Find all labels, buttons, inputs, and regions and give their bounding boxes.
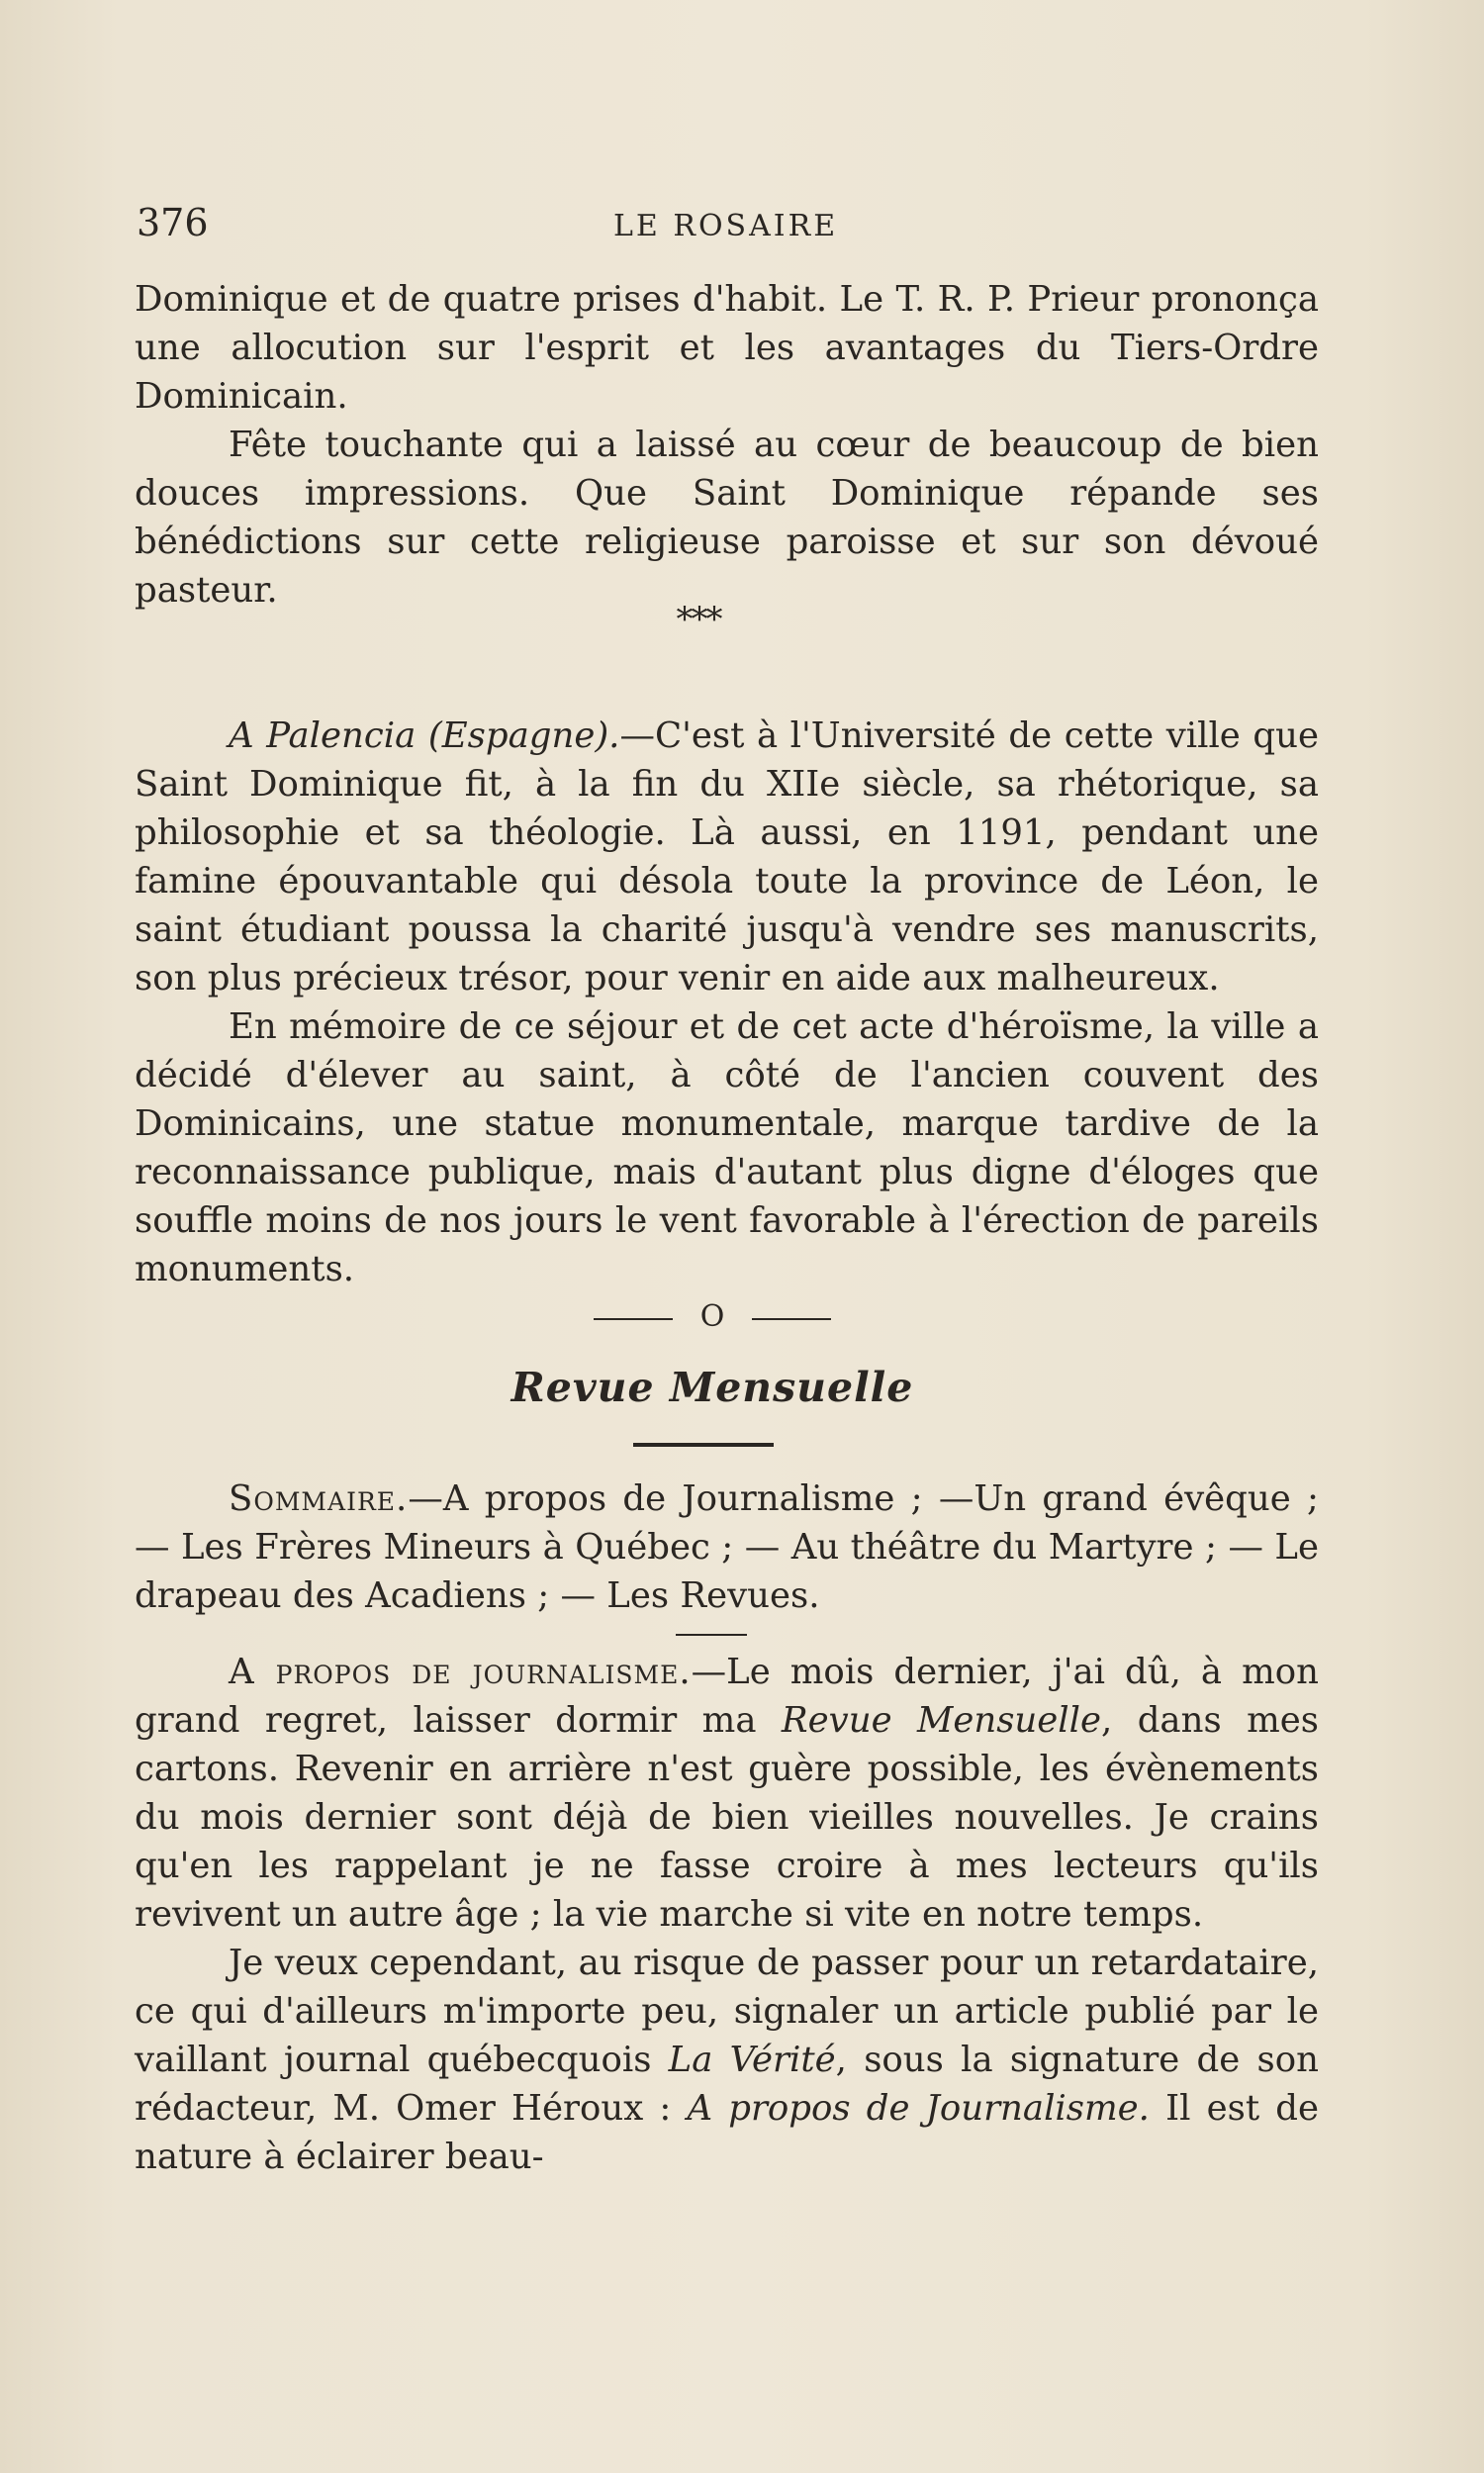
place-heading: A Palencia (Espagne). bbox=[229, 715, 620, 756]
summary-paragraph bbox=[135, 1474, 1319, 1620]
paragraph bbox=[135, 1939, 1319, 2181]
page-header bbox=[129, 201, 1316, 260]
paragraph-text: , sous la signature de son rédacteur, M. Omer Héroux : bbox=[135, 2040, 1319, 2129]
text-block-1 bbox=[135, 275, 1319, 1293]
subsection-lead: A propos de journalisme. bbox=[229, 1652, 692, 1692]
paragraph: Fête touchante qui a laissé au cœur de beaucoup de bien douces impressions. Que Saint Dominique répande ses bénédictions sur cette religieuse paroisse et sur son dévoué pasteur. bbox=[135, 425, 1319, 611]
divider-glyph: O bbox=[699, 1299, 725, 1334]
running-title: LE ROSAIRE bbox=[613, 209, 839, 243]
summary-block bbox=[135, 1474, 1319, 1620]
page-number: 376 bbox=[137, 201, 209, 244]
paragraph: Dominique et de quatre prises d'habit. Le T. R. P. Prieur prononça une allocution sur l'esprit et les avantages du Tiers-Ordre Dominicain. bbox=[135, 279, 1319, 417]
asterism-separator bbox=[639, 600, 758, 649]
summary-lead: Sommaire. bbox=[229, 1478, 409, 1519]
short-rule bbox=[676, 1634, 747, 1636]
paragraph-journalisme bbox=[135, 1648, 1319, 1939]
asterism-text: *** bbox=[676, 600, 721, 639]
text-block-3 bbox=[135, 1648, 1319, 2181]
divider-rule-right bbox=[752, 1318, 831, 1320]
title-underline bbox=[633, 1443, 774, 1447]
emphasis: La Vérité bbox=[668, 2040, 836, 2080]
paragraph-text: Il est de nature à éclairer beau- bbox=[135, 2088, 1319, 2177]
paragraph-text: —C'est à l'Université de cette ville que Saint Dominique fit, à la fin du XIIe siècle, sa rhétorique, sa philosophie et sa théologie. Là aussi, en 1191, pendant une famine épouvantable qui désola toute la province de Léon, le saint étudiant poussa la charité jusqu'à vendre ses manuscrits, son plus précieux trésor, pour venir en aide aux malheureux. bbox=[135, 715, 1319, 999]
paragraph-text: Je veux cependant, au risque de passer pour un retardataire, ce qui d'ailleurs m'importe peu, signaler un article publié par le vaillant journal québecquois bbox=[135, 1943, 1319, 2080]
paragraph: En mémoire de ce séjour et de cet acte d'héroïsme, la ville a décidé d'élever au saint, à côté de l'ancien couvent des Dominicains, une statue monumentale, marque tardive de la reconnaissance publique, mais d'autant plus digne d'éloges que souffle moins de nos jours le vent favorable à l'érection de pareils monuments. bbox=[135, 1006, 1319, 1289]
emphasis: Revue Mensuelle bbox=[781, 1700, 1102, 1741]
section-divider bbox=[594, 1299, 831, 1339]
paragraph-text: —Le mois dernier, j'ai dû, à mon grand regret, laisser dormir ma bbox=[135, 1652, 1319, 1741]
paragraph-text: , dans mes cartons. Revenir en arrière n'est guère possible, les évènements du mois dernier sont déjà de bien vieilles nouvelles. Je crains qu'en les rappelant je ne fasse croire à mes lecteurs qu'ils revivent un autre âge ; la vie marche si vite en notre temps. bbox=[135, 1700, 1319, 1935]
summary-text: —A propos de Journalisme ; —Un grand évêque ; — Les Frères Mineurs à Québec ; — Au théâtre du Martyre ; — Le drapeau des Acadiens ; — Les Revues. bbox=[135, 1478, 1319, 1616]
emphasis: A propos de Journalisme. bbox=[687, 2088, 1150, 2129]
paragraph-palencia bbox=[135, 712, 1319, 1002]
section-title: Revue Mensuelle bbox=[510, 1364, 914, 1411]
